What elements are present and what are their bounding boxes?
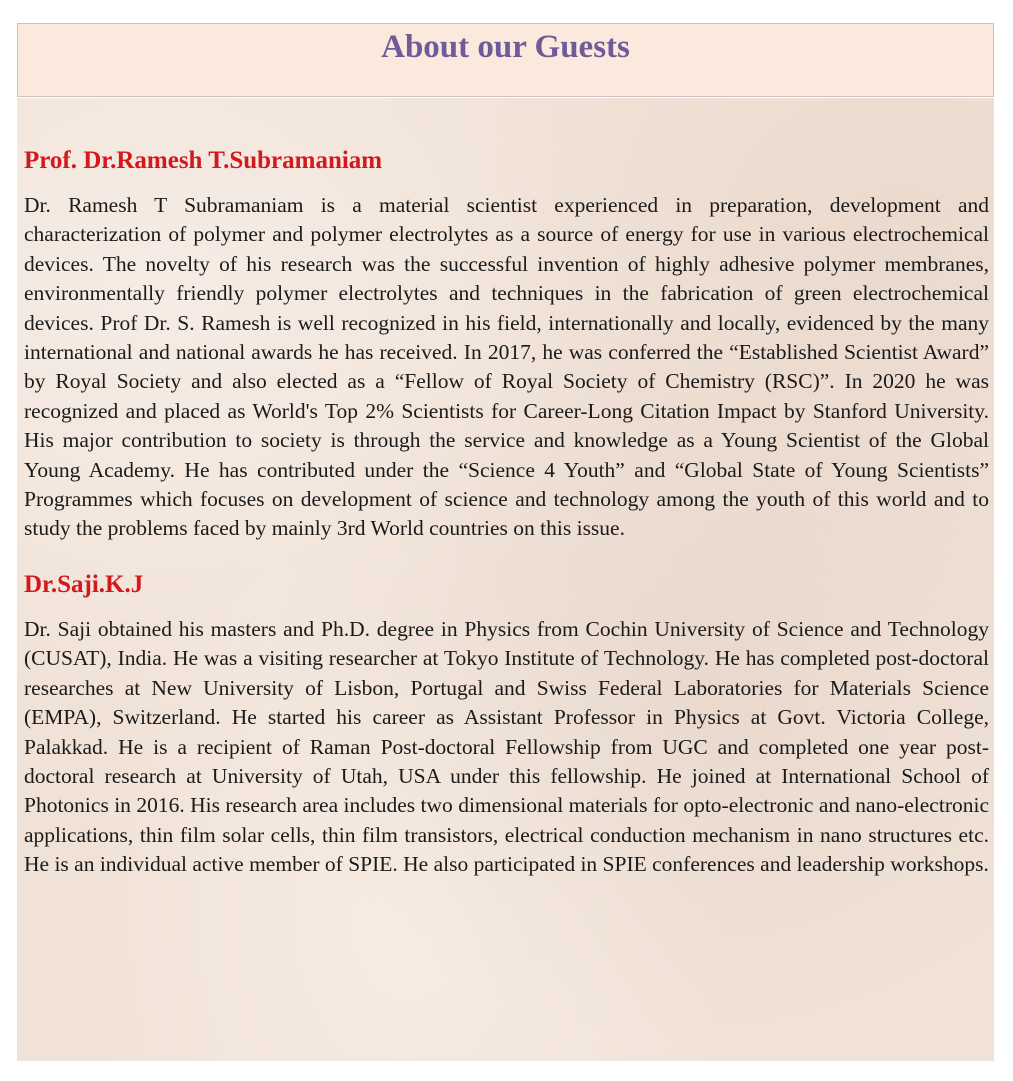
guest-bio: Dr. Saji obtained his masters and Ph.D. degree in Physics from Cochin University of Science and Technology (CUSAT), India. He was a visiting researcher at Tokyo Institute of Technology. He has completed post-doctoral researches at New University of Lisbon, Portugal and Swiss Federal Laboratories for Materials Science (EMPA), Switzerland. He started his career as Assistant Professor in Physics at Govt. Victoria College, Palakkad. He is a recipient of Raman Post-doctoral Fellowship from UGC and completed one year post-doctoral research at University of Utah, USA under this fellowship. He joined at International School of Photonics in 2016. His research area includes two dimensional materials for opto-electronic and nano-electronic applications, thin film solar cells, thin film transistors, electrical conduction mechanism in nano structures etc. He is an individual active member of SPIE. He also participated in SPIE conferences and leadership workshops. [24, 616, 989, 877]
guest-entry-ramesh [24, 146, 989, 544]
guest-entry-saji [24, 570, 989, 880]
guest-name: Dr.Saji.K.J [24, 570, 144, 598]
page-title: About our Guests [381, 29, 630, 65]
header-banner [17, 23, 994, 97]
guest-name: Prof. Dr.Ramesh T.Subramaniam [24, 147, 383, 174]
guest-bio: Dr. Ramesh T Subramaniam is a material scientist experienced in preparation, development and characterization of polymer and polymer electrolytes as a source of energy for use in various electrochemical devices. The novelty of his research was the successful invention of highly adhesive polymer membranes, environmentally friendly polymer electrolytes and techniques in the fabrication of green electrochemical devices. Prof Dr. S. Ramesh is well recognized in his field, internationally and locally, evidenced by the many international and national awards he has received. In 2017, he was conferred the “Established Scientist Award” by Royal Society and also elected as a “Fellow of Royal Society of Chemistry (RSC)”. In 2020 he was recognized and placed as World's Top 2% Scientists for Career-Long Citation Impact by Stanford University. His major contribution to society is through the service and knowledge as a Young Scientist of the Global Young Academy. He has contributed under the “Science 4 Youth” and “Global State of Young Scientists” Programmes which focuses on development of science and technology among the youth of this world and to study the problems faced by mainly 3rd World countries on this issue. [24, 193, 989, 541]
guests-section [17, 98, 994, 1061]
